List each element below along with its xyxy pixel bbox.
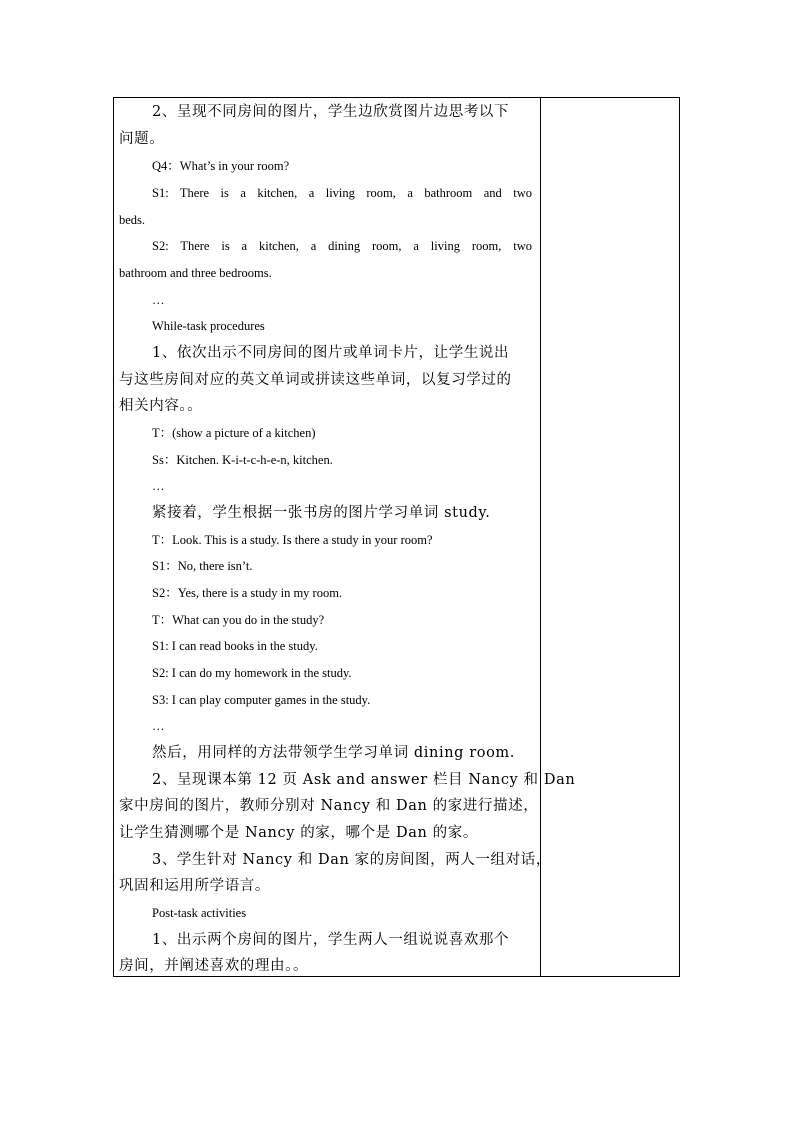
text-line: Ss：Kitchen. K-i-t-c-h-e-n, kitchen. <box>152 453 333 467</box>
text-line: Q4：What’s in your room? <box>152 159 290 173</box>
text-line: S1: There is a kitchen, a living room, a bathroom and two <box>152 186 532 200</box>
ellipsis-line: … <box>152 479 165 493</box>
ellipsis-line: … <box>152 719 165 733</box>
text-line: S1: I can read books in the study. <box>152 639 318 653</box>
text-line: T：What can you do in the study? <box>152 613 325 627</box>
text-line: 1、出示两个房间的图片，学生两人一组说说喜欢那个 <box>152 932 510 948</box>
section-heading: While-task procedures <box>152 319 265 333</box>
text-line: 然后，用同样的方法带领学生学习单词 dining room. <box>152 745 515 761</box>
text-line: bathroom and three bedrooms. <box>119 266 272 280</box>
text-line: 3、学生针对 Nancy 和 Dan 家的房间图，两人一组对话， <box>152 852 551 868</box>
text-line: 紧接着，学生根据一张书房的图片学习单词 study. <box>152 505 491 521</box>
procedure-cell <box>114 98 576 976</box>
notes-cell <box>541 98 679 976</box>
text-line: 与这些房间对应的英文单词或拼读这些单词，以复习学过的 <box>119 372 512 388</box>
text-line: 相关内容。。 <box>119 398 203 414</box>
lesson-table <box>113 97 680 977</box>
text-line: S3: I can play computer games in the study. <box>152 693 371 707</box>
text-line: 2、呈现课本第 12 页 Ask and answer 栏目 Nancy 和 Dan <box>152 772 576 788</box>
text-line: 房间，并阐述喜欢的理由。。 <box>119 958 309 974</box>
text-line: S2: There is a kitchen, a dining room, a living room, two <box>152 239 532 253</box>
text-line: 让学生猜测哪个是 Nancy 的家，哪个是 Dan 的家。 <box>119 825 478 841</box>
text-line: 巩固和运用所学语言。 <box>119 878 270 894</box>
text-line: beds. <box>119 213 146 227</box>
text-line: 1、依次出示不同房间的图片或单词卡片，让学生说出 <box>152 345 510 361</box>
text-line: S2：Yes, there is a study in my room. <box>152 586 343 600</box>
text-line: S1：No, there isn’t. <box>152 559 253 573</box>
ellipsis-line: … <box>152 293 165 307</box>
text-line: T：(show a picture of a kitchen) <box>152 426 316 440</box>
text-line: 2、呈现不同房间的图片，学生边欣赏图片边思考以下 <box>152 104 510 120</box>
text-line: 问题。 <box>119 131 165 147</box>
text-line: T：Look. This is a study. Is there a study in your room? <box>152 533 433 547</box>
text-line: 家中房间的图片，教师分别对 Nancy 和 Dan 的家进行描述， <box>119 798 539 814</box>
section-heading: Post-task activities <box>152 906 247 920</box>
text-line: S2: I can do my homework in the study. <box>152 666 352 680</box>
